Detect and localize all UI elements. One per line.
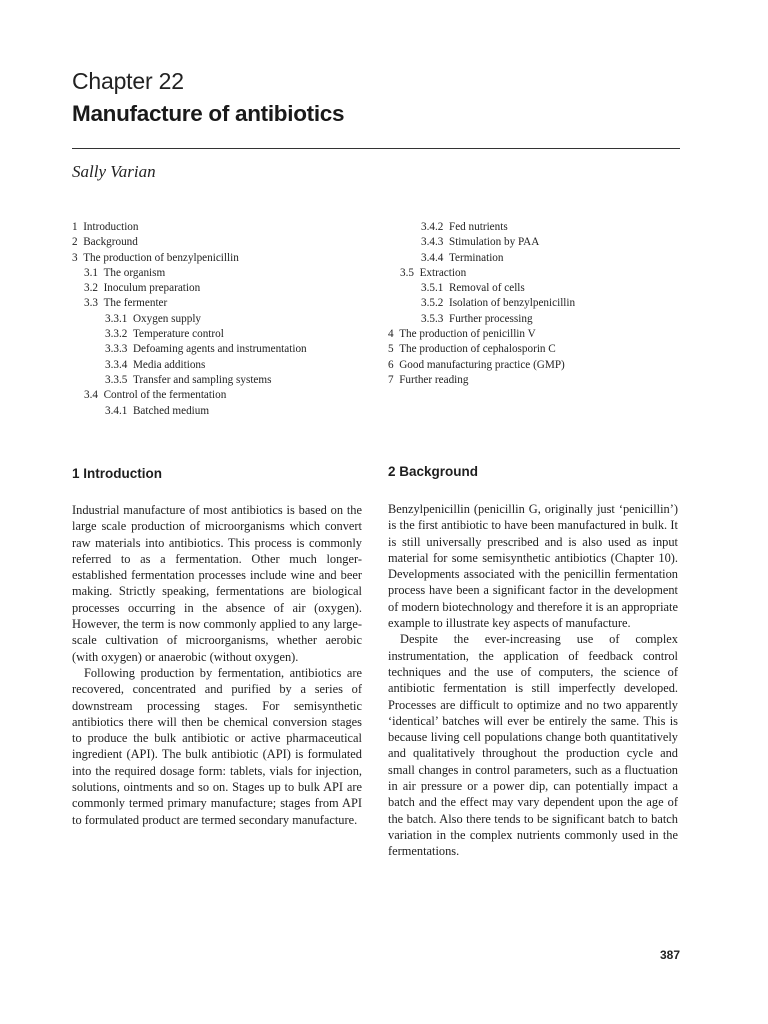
toc-item [72, 296, 307, 311]
toc-right-column [388, 220, 575, 388]
toc-item-label: The production of benzylpenicillin [83, 251, 239, 264]
toc-item [388, 312, 575, 327]
toc-item-number: 3.5.2 [421, 297, 444, 310]
toc-item-number: 2 [72, 236, 78, 249]
toc-item [72, 312, 307, 327]
toc-item [388, 342, 575, 357]
toc-item [72, 327, 307, 342]
toc-item-number: 3.3.2 [105, 328, 128, 341]
section-heading-background: 2 Background [388, 464, 479, 479]
chapter-title: Manufacture of antibiotics [72, 101, 345, 126]
paragraph: Despite the ever-increasing use of complex instrumentation, the application of feedback control techniques and the use of computers, the science of antibiotic fermentation is still imperfectly developed. Processes are difficult to optimize and no two apparently ‘identical’ batches will ever be entirely the same. This is because living cell populations change both quantitatively and qualitatively throughout the production cycle and small changes in control parameters, such as a fluctuation in air pressure or a power dip, can potentially impact a batch and the effect may vary dependent upon the age of the batch. Also there tends to be significant batch to batch variation in the complex nutrients commonly used in the fermentations. [388, 632, 678, 859]
toc-item-label: Defoaming agents and instrumentation [132, 343, 307, 356]
toc-item-number: 3.3.3 [105, 343, 128, 356]
toc-item-number: 3.5.1 [421, 282, 444, 295]
toc-item-number: 7 [388, 373, 394, 386]
toc-left-column [72, 220, 307, 419]
toc-item [72, 281, 307, 296]
toc-item [388, 373, 575, 388]
toc-item-number: 5 [388, 343, 394, 356]
toc-item-label: Temperature control [132, 328, 224, 341]
toc-item-label: Fed nutrients [448, 221, 508, 233]
toc-item-number: 3.3 [84, 297, 98, 310]
toc-item [388, 358, 575, 373]
toc-item-label: Further reading [399, 373, 469, 386]
toc-item-label: Further processing [448, 312, 533, 325]
toc-item [72, 388, 307, 403]
toc-item [388, 296, 575, 311]
toc-item-number: 3.4.1 [105, 404, 128, 417]
toc-item-label: Control of the fermentation [103, 389, 227, 402]
toc-item-number: 3.4 [84, 389, 98, 402]
toc-item-number: 3 [72, 251, 78, 264]
toc-item-label: Media additions [132, 358, 206, 371]
toc-item-number: 3.4.2 [421, 221, 444, 233]
toc-item-label: Termination [448, 251, 504, 264]
toc-item [72, 266, 307, 281]
toc-item-label: Background [83, 236, 138, 249]
toc-item-label: The organism [103, 266, 166, 279]
toc-item-label: Stimulation by PAA [448, 236, 540, 249]
toc-item [388, 266, 575, 281]
toc-item [72, 220, 307, 235]
introduction-body [72, 502, 362, 828]
toc-item [388, 235, 575, 250]
toc-item-label: Transfer and sampling systems [132, 373, 272, 386]
paragraph: Industrial manufacture of most antibiotics is based on the large scale production of microorganisms which convert raw materials into antibiotics. This process is commonly referred to as a fermentation. Other much longer-established fermentation processes include wine and beer making. Strictly speaking, fermentations are biological processes occurring in the absence of air (oxygen). However, the term is now commonly applied to any large-scale cultivation of microorganisms, whether aerobic (with oxygen) or anaerobic (without oxygen). [72, 503, 362, 664]
toc-item [72, 373, 307, 388]
toc-item-number: 3.5.3 [421, 312, 444, 325]
toc-item-label: Good manufacturing practice (GMP) [399, 358, 565, 371]
toc-item-label: Isolation of benzylpenicillin [448, 297, 576, 310]
author-name: Sally Varian [72, 162, 156, 181]
toc-item-label: Introduction [83, 221, 139, 233]
toc-item-label: Batched medium [132, 404, 210, 417]
toc-item-number: 3.3.4 [105, 358, 128, 371]
toc-item-number: 3.5 [400, 266, 414, 279]
toc-item [72, 235, 307, 250]
toc-item-label: Oxygen supply [132, 312, 202, 325]
toc-item-number: 3.3.1 [105, 312, 128, 325]
toc-item-label: Inoculum preparation [103, 282, 201, 295]
section-heading-introduction: 1 Introduction [72, 466, 162, 481]
toc-item-number: 3.3.5 [105, 373, 128, 386]
toc-item [388, 281, 575, 296]
toc-item [72, 251, 307, 266]
toc-item-number: 3.4.3 [421, 236, 444, 249]
paragraph: Benzylpenicillin (penicillin G, originally just ‘penicillin’) is the first antibiotic to have been manufactured in bulk. It is still universally prescribed and is also used as input material for some semisynthetic antibiotics (Chapter 10). Developments associated with the penicillin fermentation process have been a significant factor in the development of modern biotechnology and therefore it is an appropriate example to illustrate key aspects of manufacture. [388, 502, 678, 631]
toc-item [72, 404, 307, 419]
toc-item-number: 1 [72, 221, 78, 233]
toc-item [388, 251, 575, 266]
toc-item-number: 3.4.4 [421, 251, 444, 264]
toc-item [388, 220, 575, 235]
toc-item-number: 6 [388, 358, 394, 371]
toc-item-label: The fermenter [103, 297, 168, 310]
page-number: 387 [659, 948, 680, 962]
chapter-label: Chapter 22 [72, 68, 184, 94]
toc-item-number: 4 [388, 328, 394, 341]
background-body [388, 501, 678, 860]
toc-item-label: Extraction [419, 266, 467, 279]
title-rule [72, 148, 680, 149]
toc-item-number: 3.2 [84, 282, 98, 295]
paragraph: Following production by fermentation, antibiotics are recovered, concentrated and purified by a series of downstream processing stages. For semisynthetic antibiotics there will then be chemical conversion stages to produce the bulk antibiotic or active pharmaceutical ingredient (API). The bulk antibiotic (API) is formulated into the required dosage form: tablets, vials for injection, solutions, ointments and so on. Stages up to bulk API are commonly termed primary manufacture; stages from API to formulated product are termed secondary manufacture. [72, 665, 362, 827]
toc-item-label: Removal of cells [448, 282, 525, 295]
toc-item-label: The production of penicillin V [399, 328, 536, 341]
toc-item-label: The production of cephalosporin C [399, 343, 556, 356]
toc-item [72, 358, 307, 373]
toc-item [388, 327, 575, 342]
toc-item [72, 342, 307, 357]
toc-item-number: 3.1 [84, 266, 98, 279]
